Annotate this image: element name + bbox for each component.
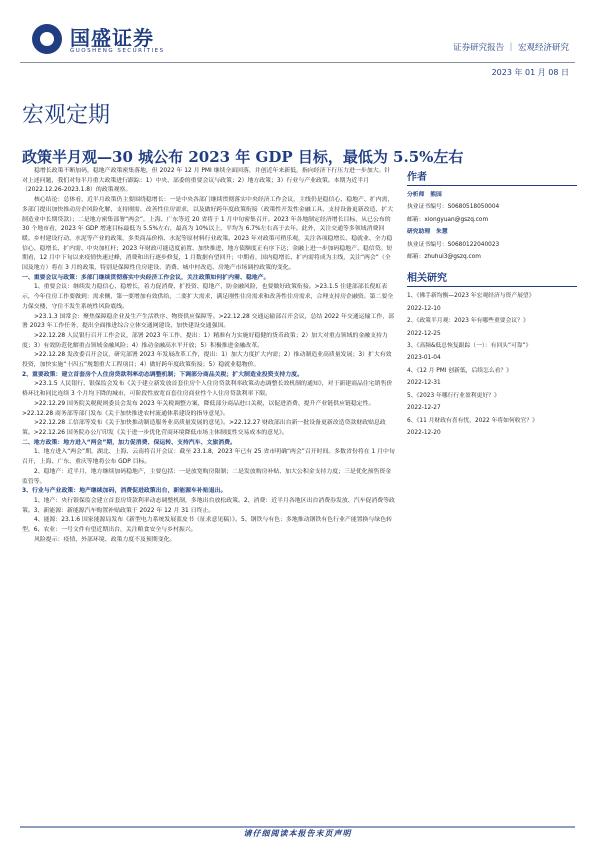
related-research-list [407,287,577,439]
related-item-title[interactable]: 3、《高频&低总恢复跟踪（一）：有回头“可靠”》 [407,343,532,350]
author-2-email: 邮箱：zhuhui3@gszq.com [407,254,481,261]
author-1-email: 邮箱：xiongyuan@gszq.com [407,216,489,223]
related-item-title[interactable]: 5、《2023 年哪行行业盈利更好？》 [407,392,500,399]
related-item-date: 2022-12-31 [407,380,441,387]
sidebar [407,168,577,439]
section-heading: 2、重要政策：建立首套房个人住房贷款利率动态调整机制；下调部分商品关税；扩大制造业投资支持力度。 [22,371,303,378]
section-title: 宏观定期 [22,103,111,128]
related-item-title[interactable]: 1、《佛手新均衡—2023 年宏观经济与资产展望》 [407,293,535,300]
authors-heading: 作者 [407,168,577,186]
related-item-date: 2022-12-25 [407,330,441,337]
author-2-cert: 执业证书编号：S0680122040023 [407,241,500,248]
related-item-date: 2022-12-10 [407,305,441,312]
document-title: 政策半月观—30 城公布 2023 年 GDP 目标，最低为 5.5%左右 [22,148,464,166]
company-name: 国盛证券 [70,26,154,50]
related-heading: 相关研究 [407,269,577,287]
body-paragraph: >23.1.5 人民银行、银保监会发布《关于建立新发放首套住房个人住房贷款利率政策动态调整长效机制的通知》，对于新建商品住宅销售价格环比和同比连续 3 个月均下降的城市，可阶段性放宽首套住房商业性个人住房贷款利率下限。 [22,381,393,398]
body-paragraph: 1、重要会议：继续发力稳信心、稳增长，着力促消费、扩投资、稳地产，防金融风险，也要做好政策衔接。>23.1.5 住建部部长倪虹表示，今年住房工作要做到：需求侧，第一要增加有效供给，二要扩大需求，满足刚性住房需求和改善性住房需求，合理支持房企融资。第二要全力保交楼，守住不发生系统性风险底线。 [22,284,394,310]
footer-disclaimer: 请仔细阅读本报告末页声明 [243,829,352,838]
related-item-title[interactable]: 6、《11 月财政有喜有忧，2022 年将如何收官？》 [407,417,538,424]
body-paragraph: >22.12.29 国务院关税税则委员会发布 2023 年关税调整方案，降低部分商品进口关税，以促进消费、提升产业链供应链稳定性。>22.12.28 商务部等部门发布《关于加快推进农村流通体系建设的指导意见》。 [22,400,375,417]
author-2-role-name: 研究助理 朱慧 [407,229,448,236]
body-paragraph: >22.12.28 发改委召开会议，研究部署 2023 年发展改革工作，提出：1）加大力度扩大内需；2）推动制造业高质量发展；3）扩大有效投资，加快实施“十四五”规划重大工程项目；4）做好跨年度政策衔接；5）稳就业稳物价。 [22,352,392,369]
report-date: 2023 年 01 月 08 日 [491,68,569,77]
body-paragraph: 4、能源：23.1.6 国家能源局发布《新型电力系统发展蓝皮书（征求意见稿）》。5、钢铁与有色：多地推动钢铁有色行业产能置换与绿色转型。6、农业：一号文件有望近期出台，关注粮食安全与乡村振兴。 [22,517,392,534]
company-logo-icon [32,24,62,54]
report-body [22,167,395,545]
related-item-title[interactable]: 4、《12 月 PMI 创新低，后续怎么看？》 [407,367,513,374]
author-1-role-name: 分析师 熊园 [407,192,442,198]
body-paragraph: 1、地产：央行银保监会建立首套房贷款利率动态调整机制，多地出台放松政策。2、消费：近半月各地区出台消费券发放、汽车促消费等政策。3、新能源：新能源汽车购置补贴政策于 2022 年 12 月 31 日终止。 [22,497,395,514]
section-heading: 3、行业与产业政策：地产继续加码，消费促进政策出台，新能源车补贴退出。 [22,488,227,495]
related-item-date: 2022-12-20 [407,429,441,436]
related-item-date: 2022-12-27 [407,405,441,412]
body-paragraph: >23.1.3 国常会：聚焦保障稳企业及生产生活秩序、物资供应保障等。>22.12.28 交通运输部召开会议，总结 2022 年交通运输工作，部署 2023 年工作任务，提出全面推进综合立体交通网建设、加快建设交通强国。 [22,313,395,330]
company-name-en: GUOSHENG SECURITIES [70,48,165,54]
report-type: 证券研究报告 ｜ 宏观经济研究 [453,43,569,53]
body-paragraph: 风险提示：疫情、外部环境、政策力度不及预期变化。 [34,536,176,543]
body-paragraph: 1、地方进入“两会”期，湖北、上海、云南将召开会议：截至 23.1.8，2023 年已有 25 省市明确“两会”召开时间。多数省份将在 1 月中旬召开，上海、广东、重庆等地将公布 GDP 目标。 [22,449,395,466]
header-divider [20,62,575,63]
body-paragraph: >22.12.28 工信部等发布《关于加快推动制造服务业高质量发展的意见》。>22.12.27 财政部出台新一批设备更新改造贷款财政贴息政策。>22.12.26 国务院办公厅印发《关于进一步优化营商环境降低市场主体制度性交易成本的意见》。 [22,420,386,436]
related-item-date: 2023-01-04 [407,355,441,362]
section-heading: 二、地方政策：地方进入“两会”期，加力促消费、保运转、支持汽车、文旅消费。 [22,439,236,446]
body-paragraph: 稳增长政策不断加码，稳地产政策密集落地，但 2022 年 12 月 PMI 继续全面回落，并创近年来新低，指向经济下行压力进一步加大。针对上述问题，我们对每半月重大政策进行跟踪：1）中央、部委的重要会议与政策；2）地方政策；3）行业与产业政策。本期为近半月（2022.12.26-2023.1.8）的政策观察。 [22,168,391,194]
author-1-cert: 执业证书编号：S0680518050004 [407,204,500,211]
section-heading: 一、重要会议与政策：多部门继续贯彻落实中央经济工作会议，关注政策如何扩内需、稳地产。 [22,274,270,281]
body-paragraph: >22.12.28 人民银行召开工作会议，部署 2023 年工作，提出：1）精准有力实施好稳健的货币政策；2）加大对重点领域的金融支持力度；3）有效防范化解重点领域金融风险；4）推动金融高水平开放；5）积极推进金融改革。 [22,332,388,349]
body-paragraph: 核心结论：总体看，近半月政策仍主要围绕稳增长：一是中央各部门继续贯彻落实中央经济工作会议，主线仍是稳信心、稳地产、扩内需，多部门提出加快推动房企风险化解，支持刚需、改善性住房需求，以及做好跨年度政策衔接（政策性开发性金融工具、支持设备更新改造、扩大制造业中长期贷款）；二是地方密集部署“两会”，上海、广东等近 20 省将于 1 月中旬密集召开。2023 年各地制定经济增长目标，从已公布的 30 个地市看，2023 年 GDP 增速目标最低为 5.5%左右，最高为 10%以上，平均为 6.7%左右高于去年。此外，关注交通等多领域消费回暖。乡村建设行动、水泥等产业的政策，多类商品价格、水泥等原材料行业政策。2023 年对政策可稍乐观，关注各项稳增长、稳就业、全力稳信心、稳增长、扩内需、中央加杠杆；2023 年财政可能适度前置、加快推进，地方债额度正有序下达；金融上进一步加码稳地产、稳信贷。短期看，12 月中下旬以来疫情快速过峰，消费和出行逐步修复，1 月数据有望回升；中期看，国内稳增长、扩内需将成为主线，关注“两会”（全国及地方）将在 3 月的政策，特别是保障性住房建设、消费、城中村改造、房地产市场调控政策的变化。 [22,197,394,272]
related-item-title[interactable]: 2、《政策半月观：2023 年有哪些重要会议？》 [407,318,529,325]
body-paragraph: 2、稳地产：近半月，地方继续加码稳地产，主要包括：一是放宽购房限制；二是发放购房补贴、加大公积金支持力度；三是优化预售资金监管等。 [22,468,392,485]
